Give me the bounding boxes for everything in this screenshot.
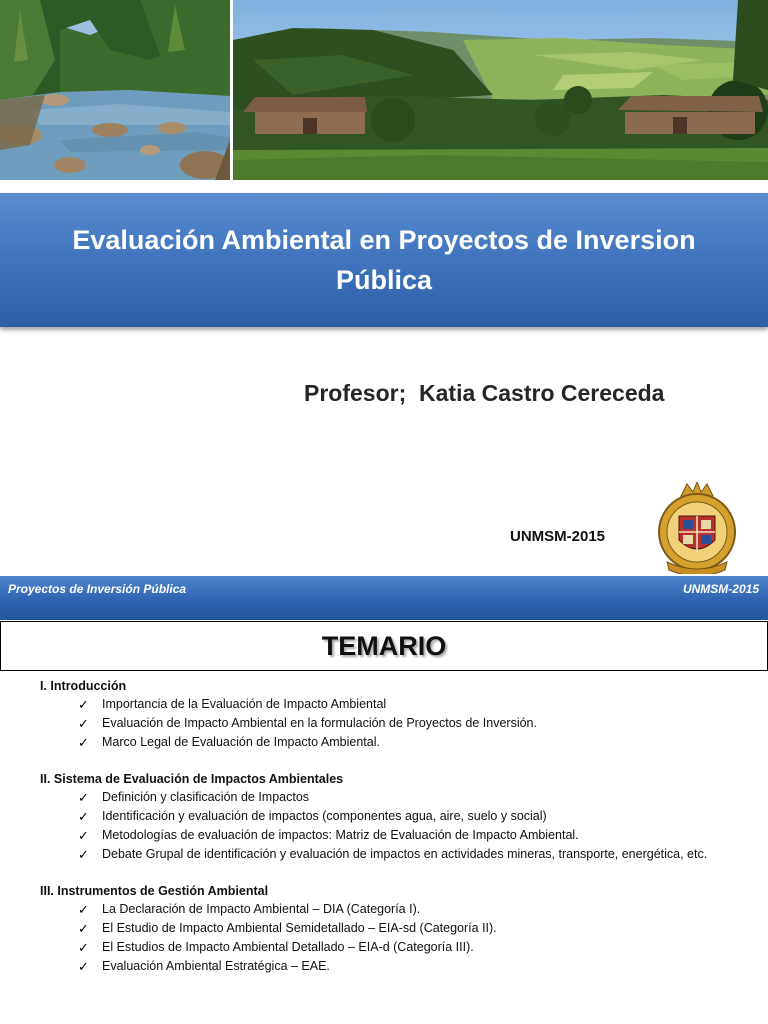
section-title: I. Introducción xyxy=(40,679,127,693)
list-item-text: El Estudios de Impacto Ambiental Detallado – EIA-d (Categoría III). xyxy=(102,940,474,954)
title-banner xyxy=(0,193,768,327)
checkmark-icon: ✓ xyxy=(78,828,89,843)
checkmark-icon: ✓ xyxy=(78,940,89,955)
list-item xyxy=(40,733,740,752)
slide-title: Evaluación Ambiental en Proyectos de Inversion Pública xyxy=(72,225,696,295)
checkmark-icon: ✓ xyxy=(78,716,89,731)
list-item-text: La Declaración de Impacto Ambiental – DIA (Categoría I). xyxy=(102,902,421,916)
list-item-text: El Estudio de Impacto Ambiental Semidetallado – EIA-sd (Categoría II). xyxy=(102,921,497,935)
checkmark-icon: ✓ xyxy=(78,697,89,712)
farmland-photo xyxy=(233,0,768,180)
syllabus-section xyxy=(40,677,740,752)
list-item xyxy=(40,788,740,807)
list-item-text: Evaluación de Impacto Ambiental en la formulación de Proyectos de Inversión. xyxy=(102,716,537,730)
section-item-list xyxy=(40,788,740,864)
checkmark-icon: ✓ xyxy=(78,902,89,917)
header-institution-label: UNMSM-2015 xyxy=(682,582,759,596)
slide-header-bar xyxy=(0,576,768,620)
section-item-list xyxy=(40,695,740,752)
list-item xyxy=(40,938,740,957)
header-course-label: Proyectos de Inversión Pública xyxy=(8,582,187,596)
institution-label: UNMSM-2015 xyxy=(510,528,606,545)
list-item xyxy=(40,826,740,845)
list-item-text: Definición y clasificación de Impactos xyxy=(102,790,310,804)
checkmark-icon: ✓ xyxy=(78,847,89,862)
syllabus-content xyxy=(40,677,740,994)
syllabus-section xyxy=(40,770,740,864)
syllabus-section xyxy=(40,882,740,976)
list-item xyxy=(40,845,740,864)
section-title: III. Instrumentos de Gestión Ambiental xyxy=(40,884,269,898)
list-item xyxy=(40,919,740,938)
checkmark-icon: ✓ xyxy=(78,809,89,824)
list-item-text: Debate Grupal de identificación y evaluación de impactos en actividades mineras, transporte, energética, etc. xyxy=(102,847,708,861)
checkmark-icon: ✓ xyxy=(78,790,89,805)
list-item-text: Importancia de la Evaluación de Impacto Ambiental xyxy=(102,697,387,711)
temario-heading-box xyxy=(0,621,768,671)
list-item-text: Identificación y evaluación de impactos (componentes agua, aire, suelo y social) xyxy=(102,809,547,823)
list-item-text: Metodologías de evaluación de impactos: Matriz de Evaluación de Impacto Ambiental. xyxy=(102,828,579,842)
list-item xyxy=(40,807,740,826)
list-item xyxy=(40,900,740,919)
temario-slide xyxy=(0,576,768,1024)
list-item xyxy=(40,695,740,714)
checkmark-icon: ✓ xyxy=(78,959,89,974)
section-item-list xyxy=(40,900,740,976)
list-item-text: Evaluación Ambiental Estratégica – EAE. xyxy=(102,959,330,973)
section-title: II. Sistema de Evaluación de Impactos Ambientales xyxy=(40,772,344,786)
temario-heading: TEMARIO xyxy=(321,630,447,661)
university-seal-icon xyxy=(655,482,739,574)
list-item-text: Marco Legal de Evaluación de Impacto Ambiental. xyxy=(102,735,380,749)
professor-name: Profesor; Katia Castro Cereceda xyxy=(304,380,665,406)
river-photo xyxy=(0,0,230,180)
list-item xyxy=(40,957,740,976)
list-item xyxy=(40,714,740,733)
checkmark-icon: ✓ xyxy=(78,921,89,936)
checkmark-icon: ✓ xyxy=(78,735,89,750)
